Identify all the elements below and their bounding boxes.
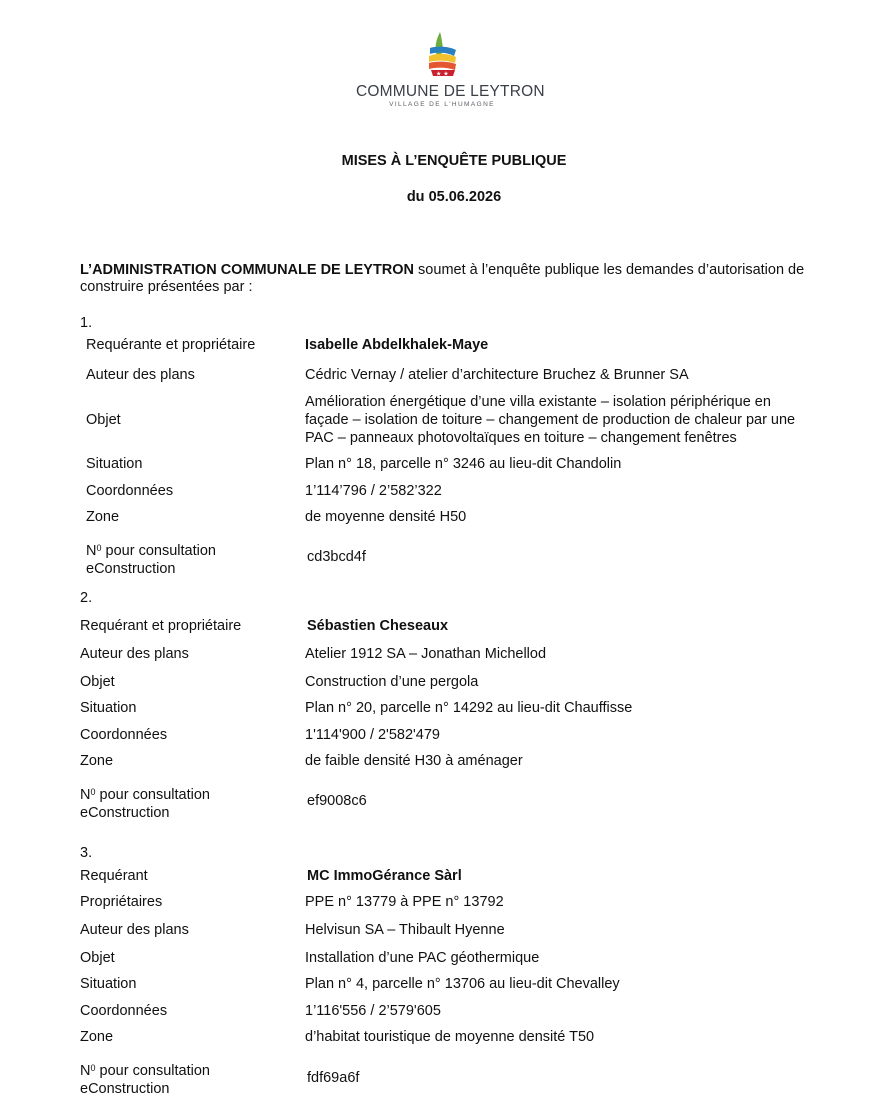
entry-label: Requérant — [80, 868, 148, 884]
page-title: MISES À L’ENQUÊTE PUBLIQUE — [341, 153, 567, 169]
entry-label: Requérant et propriétaire — [80, 618, 242, 634]
entry-value: 1’114’796 / 2’582’322 — [305, 483, 442, 499]
entry-value: de moyenne densité H50 — [305, 509, 467, 525]
entry-value: Amélioration énergétique d’une villa existante – isolation périphérique en façade – isolation de toiture – changement de production de chaleur par une PAC – panneaux photovoltaïques en toiture – changement fenêtres — [305, 394, 796, 446]
entry-label: Coordonnées — [80, 727, 168, 743]
entry-label: Objet — [80, 674, 115, 690]
entry-label: Auteur des plans — [80, 646, 189, 662]
entry-label: Zone — [80, 753, 114, 769]
entry-label: $N^0$ pour consultation eConstruction — [80, 787, 210, 821]
entry-number: 3. — [80, 845, 93, 861]
entry-value: ef9008c6 — [307, 793, 367, 809]
entry-number: 2. — [80, 590, 93, 606]
entry-value: Cédric Vernay / atelier d’architecture Bruchez & Brunner SA — [305, 367, 689, 383]
logo-emblem-icon — [422, 30, 462, 80]
entry-value: de faible densité H30 à aménager — [305, 753, 523, 769]
entry-value: Installation d’une PAC géothermique — [305, 950, 540, 966]
svg-text:★ ★: ★ ★ — [436, 70, 449, 78]
entry-label: $N^0$ pour consultation eConstruction — [80, 1063, 210, 1097]
entry-value: Plan n° 20, parcelle n° 14292 au lieu-dit Chauffisse — [305, 700, 633, 716]
entry-label: Objet — [86, 412, 121, 428]
intro-paragraph — [80, 262, 850, 296]
entry-value: 1'114'900 / 2'582'479 — [305, 727, 440, 743]
entry-label: Requérante et propriétaire — [86, 337, 256, 353]
intro-text: soumet à l’enquête publique les demandes d’autorisation de construire présentées par : — [80, 262, 805, 295]
entry-label: Coordonnées — [86, 483, 174, 499]
logo-tagline: VILLAGE DE L'HUMAGNE — [389, 101, 495, 108]
intro-bold: L’ADMINISTRATION COMMUNALE DE LEYTRON — [80, 262, 415, 278]
entry-value: Plan n° 4, parcelle n° 13706 au lieu-dit Chevalley — [305, 976, 620, 992]
entry-label: Situation — [80, 700, 137, 716]
commune-logo — [356, 30, 545, 110]
entry-value: PPE n° 13779 à PPE n° 13792 — [305, 894, 504, 910]
entry-label: Situation — [80, 976, 137, 992]
entry-value: Sébastien Cheseaux — [307, 618, 449, 634]
entry-label: Propriétaires — [80, 894, 163, 910]
entry-label: $N^0$ pour consultation eConstruction — [86, 543, 216, 577]
entry-value: d’habitat touristique de moyenne densité T50 — [305, 1029, 595, 1045]
entry-value: Plan n° 18, parcelle n° 3246 au lieu-dit Chandolin — [305, 456, 622, 472]
entry-value: MC ImmoGérance Sàrl — [307, 868, 462, 884]
entry-label: Auteur des plans — [80, 922, 189, 938]
entry-label: Coordonnées — [80, 1003, 168, 1019]
entry-label: Objet — [80, 950, 115, 966]
page-date: du 05.06.2026 — [406, 189, 502, 205]
entry-value: fdf69a6f — [307, 1070, 360, 1086]
entry-value: Isabelle Abdelkhalek-Maye — [305, 337, 489, 353]
entry-value: Helvisun SA – Thibault Hyenne — [305, 922, 505, 938]
entry-value: Construction d’une pergola — [305, 674, 479, 690]
entry-label: Auteur des plans — [86, 367, 195, 383]
entry-value: 1’116'556 / 2’579'605 — [305, 1003, 441, 1019]
entry-value: cd3bcd4f — [307, 549, 366, 565]
entry-label: Zone — [80, 1029, 114, 1045]
logo-name: COMMUNE DE LEYTRON — [356, 83, 545, 100]
entry-number: 1. — [80, 315, 93, 331]
entry-label: Zone — [86, 509, 120, 525]
entry-label: Situation — [86, 456, 143, 472]
entry-value: Atelier 1912 SA – Jonathan Michellod — [305, 646, 547, 662]
